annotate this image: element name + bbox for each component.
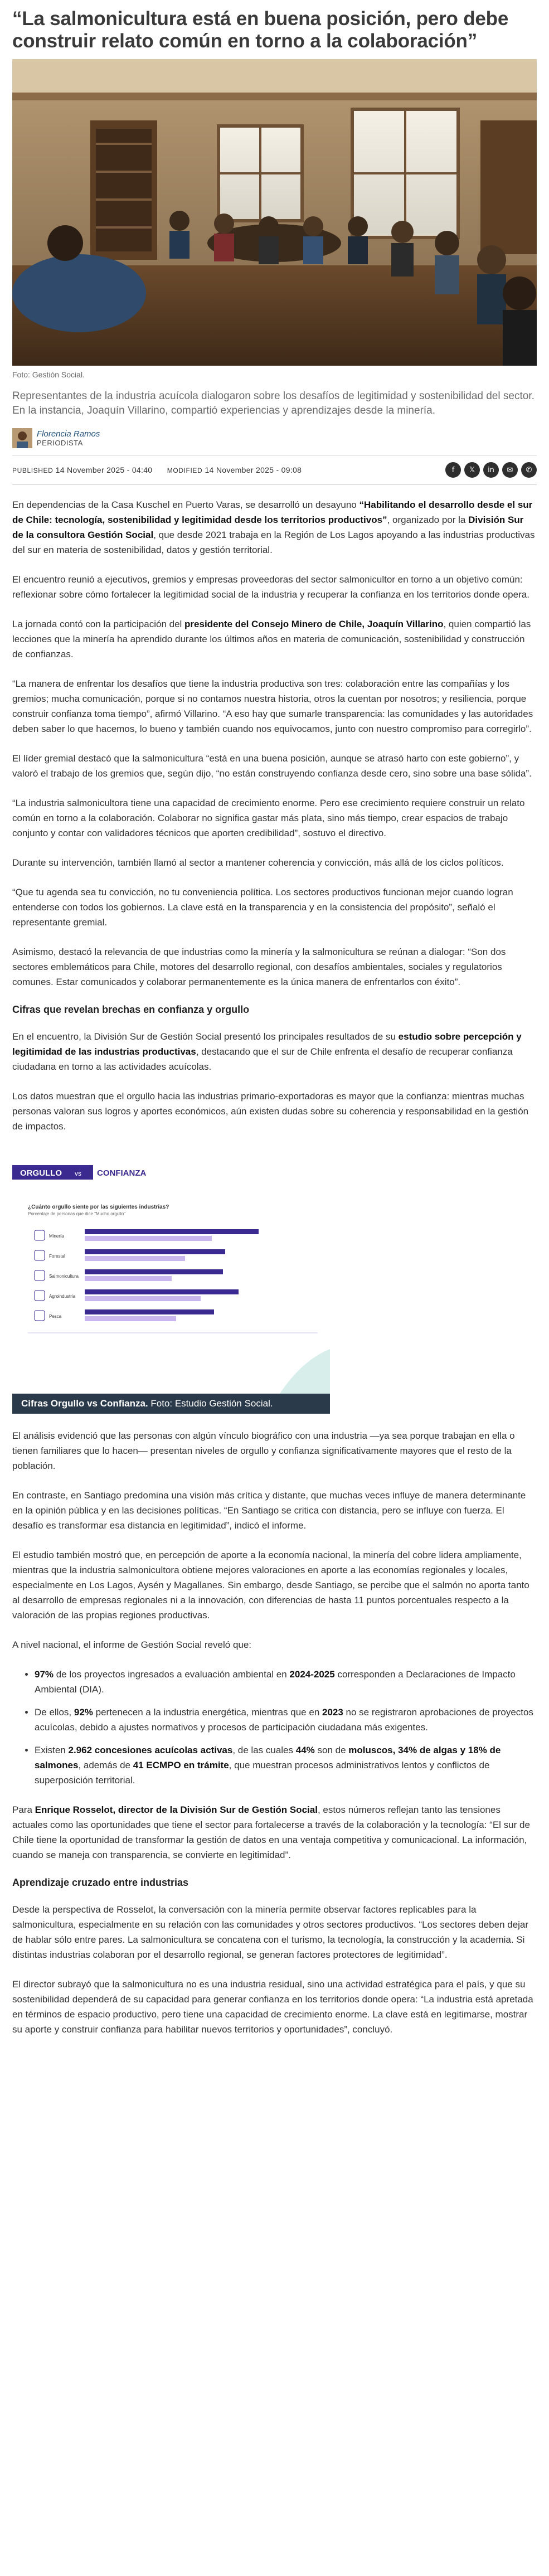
section-heading: Cifras que revelan brechas en confianza y orgullo — [12, 1004, 250, 1015]
bar-confianza — [85, 1316, 176, 1321]
bar-confianza — [85, 1296, 201, 1301]
bar-confianza — [85, 1256, 185, 1261]
author-name[interactable]: Florencia Ramos — [37, 429, 100, 439]
whatsapp-icon[interactable]: ✆ — [521, 462, 537, 478]
modified-label: MODIFIED — [167, 467, 203, 474]
bar-confianza — [85, 1236, 212, 1241]
author-block — [12, 428, 537, 448]
publish-dates — [12, 465, 302, 474]
modified-date: 14 November 2025 - 09:08 — [205, 465, 302, 474]
paragraph: El encuentro reunió a ejecutivos, gremios y empresas proveedoras del sector salmonicultor en torno a un objetivo común: reflexionar sobre cómo fortalecer la legitimidad social de la industria y recuperar la confianza en los territorios donde opera. — [12, 574, 529, 600]
category-label: Agroindustria — [49, 1294, 76, 1299]
author-role: PERIODISTA — [37, 439, 83, 447]
category-label: Minería — [49, 1234, 64, 1239]
paragraph: “La industria salmonicultora tiene una capacidad de crecimiento enorme. Pero ese crecimiento requiere construir un relato común en torno a la colaboración. Colaborar no significa gastar más plata, sino más tiempo, crear espacios de trabajo conjunto y contar con validadores técnicos que aporten credibilidad”, sostuvo el directivo. — [12, 798, 525, 838]
paragraph: La jornada contó con la participación del presidente del Consejo Minero de Chile, Joaquín Villarino, quien compartió las lecciones que la minería ha aprendido durante los últimos años en materia de comunicación, sostenibilidad y construcción de confianzas. — [12, 619, 531, 659]
paragraph: Para Enrique Rosselot, director de la División Sur de Gestión Social, estos números reflejan tanto las tensiones actuales como las oportunidades que tiene el sector para fortalecerse a través de la colaboración y la tecnología: “El sur de Chile tiene la oportunidad de transformar la gestión de datos en una ventaja competitiva y comunicacional. La información, cuando se maneja con transparencia, se convierte en legitimidad”. — [12, 1804, 530, 1860]
chart-question: ¿Cuánto orgullo siente por las siguientes industrias? — [28, 1204, 169, 1210]
category-label: Pesca — [49, 1314, 62, 1319]
paragraph: En dependencias de la Casa Kuschel en Puerto Varas, se desarrolló un desayuno “Habilitando el desarrollo desde el sur de Chile: tecnología, sostenibilidad y legitimidad desde los territorios productivos”, organizado por la División Sur de la consultora Gestión Social, que desde 2021 trabaja en la Región de Los Lagos apoyando a las industrias productivas del sur en materia de sostenibilidad, datos y gestión territorial. — [12, 499, 535, 555]
paragraph: Los datos muestran que el orgullo hacia las industrias primario-exportadoras es mayor que la confianza: mientras muchas personas valoran sus logros y aportes económicos, aún existen dudas sobre su coherencia y responsabilidad en la gestión de impactos. — [12, 1091, 529, 1132]
infographic — [12, 1148, 330, 1394]
published-date: 14 November 2025 - 04:40 — [55, 465, 153, 474]
meeting-room-image — [12, 59, 537, 366]
meta-row — [12, 459, 537, 481]
divider — [12, 484, 537, 485]
article-title: “La salmonicultura está en buena posición, pero debe construir relato común en torno a la colaboración” — [12, 8, 509, 52]
bar-confianza — [85, 1276, 172, 1281]
published-label: PUBLISHED — [12, 467, 54, 474]
hero-photo — [12, 59, 537, 366]
brand-left: ORGULLO — [20, 1168, 62, 1178]
photo-credit: Foto: Gestión Social. — [12, 370, 85, 379]
paragraph: Asimismo, destacó la relevancia de que industrias como la minería y la salmonicultura se reúnan a dialogar: “Son dos sectores emblemáticos para Chile, motores del desarrollo regional, con desafíos ambientales, sociales y regulatorios comunes. Estar comunicados y colaborar permanentemente es la única manera de enfrentarlos con éxito”. — [12, 947, 506, 987]
paragraph: El análisis evidenció que las personas con algún vínculo biográfico con una industria —ya sea porque trabajan en ella o tienen familiares que lo hacen— presentan niveles de orgullo y confianza significativamente mayores que el resto de la población. — [12, 1430, 515, 1471]
brand-right: CONFIANZA — [97, 1168, 147, 1178]
paragraph: El estudio también mostró que, en percepción de aporte a la economía nacional, la minería del cobre lidera ampliamente, mientras que la industria salmonicultora obtiene mejores valoraciones en aporte a las economías regionales y locales, especialmente en Los Lagos, Aysén y Magallanes. Sin embargo, desde Santiago, se percibe que el salmón no aporta tanto al desarrollo de empresas regionales ni a la innovación, con diferencias de hasta 11 puntos porcentuales respecto a la valoración de las propias regiones productivas. — [12, 1550, 529, 1621]
list-item: • Existen 2.962 concesiones acuícolas activas, de las cuales 44% son de moluscos, 34% de algas y 18% de salmones, además de 41 ECMPO en trámite, que muestran procesos administrativos lentos y conflictos de superposición territorial. — [35, 1743, 537, 1788]
paragraph: El director subrayó que la salmonicultura no es una industria residual, sino una actividad estratégica para el país, y que su sostenibilidad dependerá de su capacidad para generar confianza en los territorios donde opera: “La industria está apretada en términos de espacio productivo, pero tiene una capacidad de crecimiento enorme. La clave está en legitimarse, mostrar su aporte y construir confianza para habilitar nuevos territorios y oportunidades”, concluyó. — [12, 1979, 533, 2035]
findings-list — [12, 1667, 537, 1788]
paragraph: Desde la perspectiva de Rosselot, la conversación con la minería permite observar factores replicables para la salmonicultura, especialmente en su relación con las comunidades y otros sectores productivos. “Los sectores deben dejar de hablar sólo entre pares. La salmonicultura se concatena con el turismo, la tecnología, la construcción y la academia. Si distintas industrias colaboran por el desarrollo regional, se generan factores protectores de legitimidad”. — [12, 1904, 529, 1960]
share-buttons — [445, 462, 537, 478]
linkedin-icon[interactable]: in — [483, 462, 499, 478]
paragraph: “Que tu agenda sea tu convicción, no tu conveniencia política. Los sectores productivos funcionan mejor cuando logran entenderse con todos los gobiernos. La clave está en la transparencia y en la consistencia del propósito”, señaló el representante gremial. — [12, 887, 513, 928]
author-avatar — [12, 428, 32, 448]
bar-orgullo — [85, 1249, 225, 1254]
bar-orgullo — [85, 1309, 214, 1314]
chart-subquestion: Porcentaje de personas que dice "Mucho orgullo" — [28, 1211, 126, 1216]
section-heading: Aprendizaje cruzado entre industrias — [12, 1877, 189, 1888]
infographic-caption: Cifras Orgullo vs Confianza. Foto: Estudio Gestión Social. — [12, 1394, 330, 1414]
orgullo-confianza-chart — [12, 1148, 330, 1394]
category-label: Salmonicultura — [49, 1274, 79, 1279]
category-label: Forestal — [49, 1254, 65, 1259]
paragraph: En el encuentro, la División Sur de Gestión Social presentó los principales resultados de su estudio sobre percepción y legitimidad de las industrias productivas, destacando que el sur de Chile enfrenta el desafío de recuperar confianza ciudadana en torno a las actividades acuícolas. — [12, 1031, 522, 1072]
bar-orgullo — [85, 1289, 239, 1294]
article-page — [0, 8, 549, 2037]
paragraph: El líder gremial destacó que la salmonicultura “está en una buena posición, aunque se atrasó harto con este gobierno”, y valoró el trabajo de los gremios que, según dijo, “no están construyendo confianza desde cero, sino sobre una base sólida”. — [12, 753, 532, 779]
bar-orgullo — [85, 1229, 259, 1234]
list-item: • 97% de los proyectos ingresados a evaluación ambiental en 2024-2025 corresponden a Declaraciones de Impacto Ambiental (DIA). — [35, 1667, 537, 1697]
paragraph: “La manera de enfrentar los desafíos que tiene la industria productiva son tres: colaboración entre las compañías y los gremios; mucha comunicación, porque si no contamos nuestra historia, otros la cuentan por nosotros; y resiliencia, porque construir confianza toma tiempo”, afirmó Villarino. “A eso hay que sumarle transparencia: las comunidades y las autoridades deben saber lo que hacemos, lo bueno y también cuando nos equivocamos, junto con nuestro compromiso para corregirlo”. — [12, 678, 533, 734]
article-body — [12, 497, 537, 2037]
facebook-icon[interactable]: f — [445, 462, 461, 478]
x-icon[interactable]: 𝕏 — [464, 462, 480, 478]
paragraph: A nivel nacional, el informe de Gestión Social reveló que: — [12, 1639, 252, 1650]
article-lead: Representantes de la industria acuícola dialogaron sobre los desafíos de legitimidad y sostenibilidad del sector. En la instancia, Joaquín Villarino, compartió experiencias y aprendizajes desde la minería. — [12, 390, 535, 416]
list-item: • De ellos, 92% pertenecen a la industria energética, mientras que en 2023 no se registraron aprobaciones de proyectos acuícolas, debido a ajustes normativos y procesos de participación ciudadana más exigentes. — [35, 1705, 537, 1735]
brand-vs: vs — [75, 1170, 81, 1177]
paragraph: En contraste, en Santiago predomina una visión más crítica y distante, que muchas veces influye de manera determinante en la opinión pública y en las decisiones políticas. “En Santiago se critica con distancia, pero se influye con fuerza. El desafío es transformar esa distancia en legitimidad”, indicó el informe. — [12, 1490, 526, 1531]
paragraph: Durante su intervención, también llamó al sector a mantener coherencia y convicción, más allá de los ciclos políticos. — [12, 857, 504, 868]
email-icon[interactable]: ✉ — [502, 462, 518, 478]
bar-orgullo — [85, 1269, 223, 1274]
